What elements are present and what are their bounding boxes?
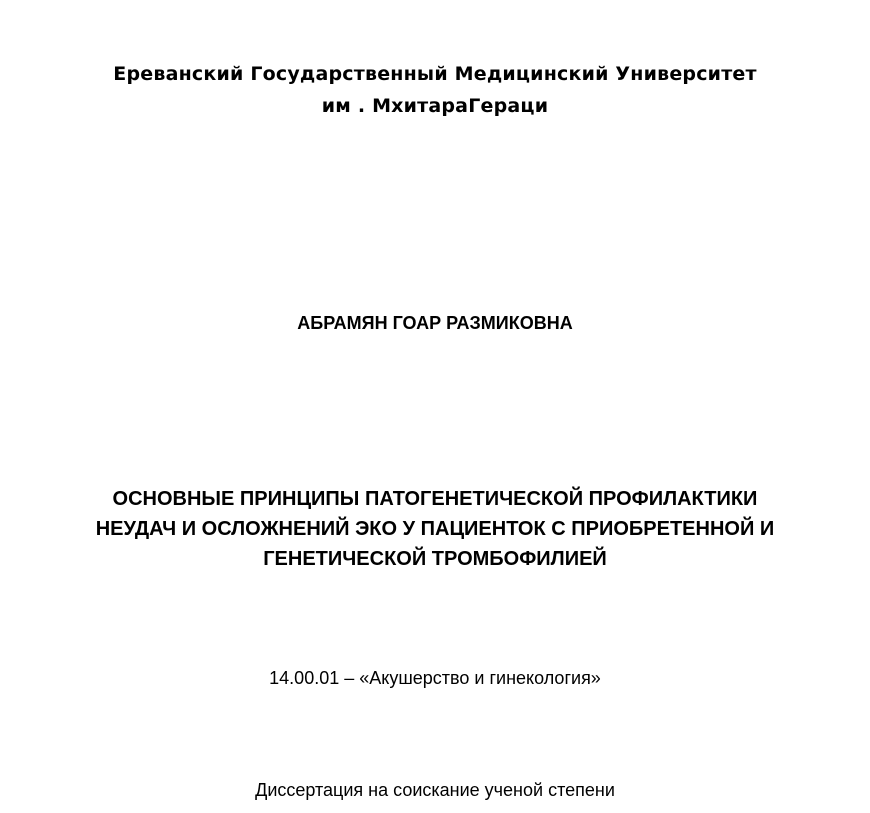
university-heading bbox=[0, 58, 870, 122]
university-name: Ереванский Государственный Медицинский Университет bbox=[113, 63, 757, 85]
title-line-3: ГЕНЕТИЧЕСКОЙ ТРОМБОФИЛИЕЙ bbox=[263, 548, 607, 570]
author-name: АБРАМЯН ГОАР РАЗМИКОВНА bbox=[297, 313, 573, 333]
specialty-code: 14.00.01 – «Акушерство и гинекология» bbox=[269, 668, 601, 688]
dissertation-title bbox=[0, 484, 870, 574]
title-line-1: ОСНОВНЫЕ ПРИНЦИПЫ ПАТОГЕНЕТИЧЕСКОЙ ПРОФИЛАКТИКИ bbox=[112, 488, 758, 510]
degree-statement: Диссертация на соискание ученой степени bbox=[255, 780, 615, 800]
university-namesake: им . МхитараГераци bbox=[321, 95, 549, 117]
title-line-2: НЕУДАЧ И ОСЛОЖНЕНИЙ ЭКО У ПАЦИЕНТОК С ПРИОБРЕТЕННОЙ И bbox=[95, 518, 775, 540]
